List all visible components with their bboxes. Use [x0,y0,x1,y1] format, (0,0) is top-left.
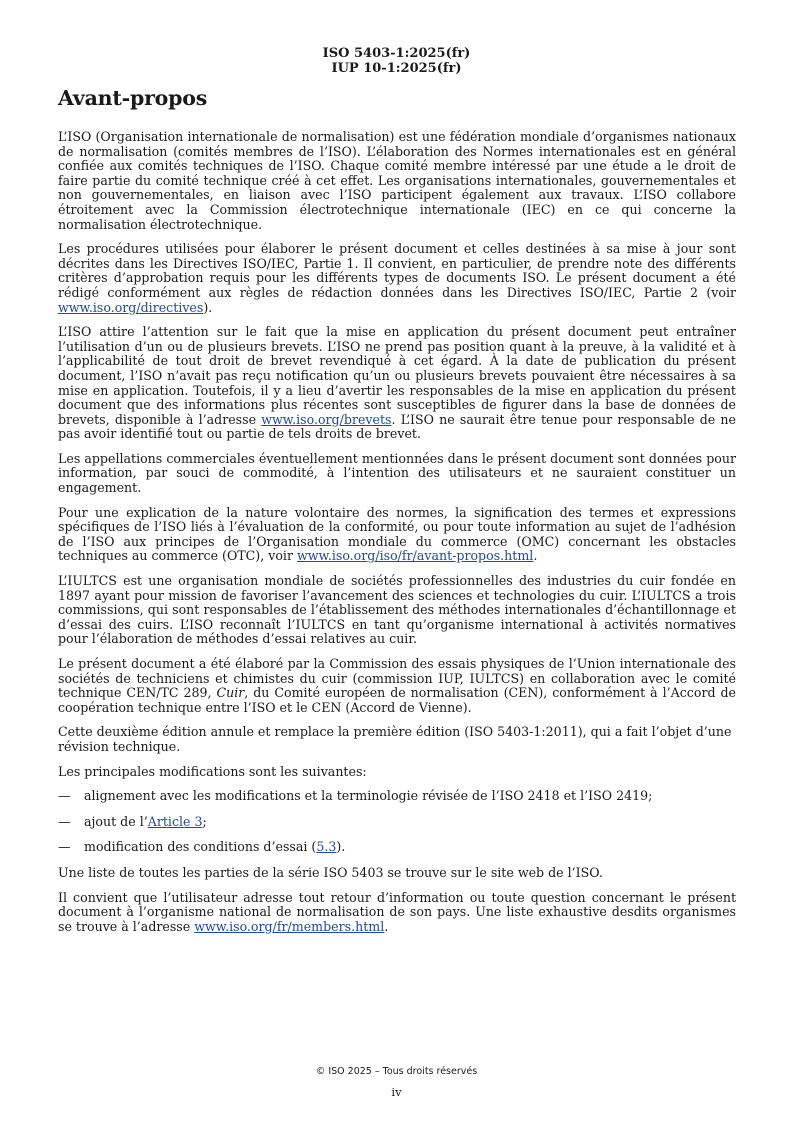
page-title: Avant-propos [58,86,208,110]
foreword-link[interactable]: www.iso.org/iso/fr/avant-propos.html [296,548,534,564]
paragraph-iultcs: L’IULTCS est une organisation mondiale de sociétés professionnelles des industries du cuir fondée en 1897 ayant pour mission de favoriser l’avancement des sciences et technologies du cuir. L’IULTCS a trois commissions, qui sont responsables de l’établissement des méthodes internationales d’échantillonnage et d’essai des cuirs. L’ISO reconnaît l’IULTCS en tant qu’organisme international à activités normatives pour l’élaboration de méthodes d’essai relatives au cuir. [58,573,736,647]
document-body [58,130,736,944]
paragraph-iso-intro: L’ISO (Organisation internationale de normalisation) est une fédération mondiale d’organismes nationaux de normalisation (comités membres de l’ISO). L’élaboration des Normes internationales est en général confiée aux comités techniques de l’ISO. Chaque comité membre intéressé par une étude a le droit de faire partie du comité technique créé à cet effet. Les organisations internationales, gouvernementales et non gouvernementales, en liaison avec l’ISO participent également aux travaux. L’ISO collabore étroitement avec la Commission électrotechnique internationale (IEC) en ce qui concerne la normalisation électrotechnique. [58,129,736,232]
members-link[interactable]: www.iso.org/fr/members.html [194,918,385,934]
list-item: — ajout de l’Article 3; [58,813,207,829]
patents-link[interactable]: www.iso.org/brevets [261,411,392,427]
paragraph-edition: Cette deuxième édition annule et remplace la première édition (ISO 5403-1:2011), qui a fait l’objet d’une révision technique. [58,724,732,754]
list-item: — modification des conditions d’essai (5.3). [58,839,346,855]
clause-5-3-link[interactable]: 5.3 [316,839,337,855]
copyright-footer: © ISO 2025 – Tous droits réservés [315,1066,478,1077]
document-id-iup: IUP 10-1:2025(fr) [331,61,462,76]
article-3-link[interactable]: Article 3 [147,813,203,829]
paragraph-trade-names: Les appellations commerciales éventuellement mentionnées dans le présent document sont données pour information, par souci de commodité, à l’intention des utilisateurs et ne sauraient constituer un engagement. [58,450,736,496]
paragraph-directives: Les procédures utilisées pour élaborer le présent document et celles destinées à sa mise à jour sont décrites dans les Directives ISO/IEC, Partie 1. Il convient, en particulier, de prendre note des différents critères d’approbation requis pour les différents types de documents ISO. Le présent document a été rédigé conformément aux règles de rédaction données dans les Directives ISO/IEC, Partie 2 (voir www.iso.org/directives). [58,241,736,315]
document-header [0,46,793,76]
directives-link[interactable]: www.iso.org/directives [58,299,204,315]
paragraph-series: Une liste de toutes les parties de la série ISO 5403 se trouve sur le site web de l’ISO. [58,864,603,880]
paragraph-preparation: Le présent document a été élaboré par la Commission des essais physiques de l’Union internationale des sociétés de techniciens et chimistes du cuir (commission IUP, IULTCS) en collaboration avec le comité technique CEN/TC 289, Cuir, du Comité européen de normalisation (CEN), conformément à l’Accord de coopération technique entre l’ISO et le CEN (Accord de Vienne). [58,656,736,715]
paragraph-feedback: Il convient que l’utilisateur adresse tout retour d’information ou toute question concernant le présent document à l’organisme national de normalisation de son pays. Une liste exhaustive desdits organismes se trouve à l’adresse www.iso.org/fr/members.html. [58,889,736,934]
document-id: ISO 5403-1:2025(fr) [322,46,471,61]
page-number: iv [391,1085,402,1099]
paragraph-changes-intro: Les principales modifications sont les suivantes: [58,763,367,779]
paragraph-patents: L’ISO attire l’attention sur le fait que la mise en application du présent document peut entraîner l’utilisation d’un ou de plusieurs brevets. L’ISO ne prend pas position quant à la preuve, à la validité et à l’applicabilité de tout droit de brevet revendiqué à cet égard. À la date de publication du présent document, l’ISO n’avait pas reçu notification qu’un ou plusieurs brevets pouvaient être nécessaires à sa mise en application. Toutefois, il y a lieu d’avertir les responsables de la mise en application du présent document que des informations plus récentes sont susceptibles de figurer dans la base de données de brevets, disponible à l’adresse www.iso.org/brevets. L’ISO ne saurait être tenue pour responsable de ne pas avoir identifié tout ou partie de tels droits de brevet. [58,324,736,442]
list-item: — alignement avec les modifications et la terminologie révisée de l’ISO 2418 et l’ISO 2419; [58,788,653,804]
paragraph-voluntary-standards: Pour une explication de la nature volontaire des normes, la signification des termes et expressions spécifiques de l’ISO liés à l’évaluation de la conformité, ou pour toute information au sujet de l’adhésion de l’ISO aux principes de l’Organisation mondiale du commerce (OMC) concernant les obstacles techniques au commerce (OTC), voir www.iso.org/iso/fr/avant-propos.html. [58,504,736,564]
